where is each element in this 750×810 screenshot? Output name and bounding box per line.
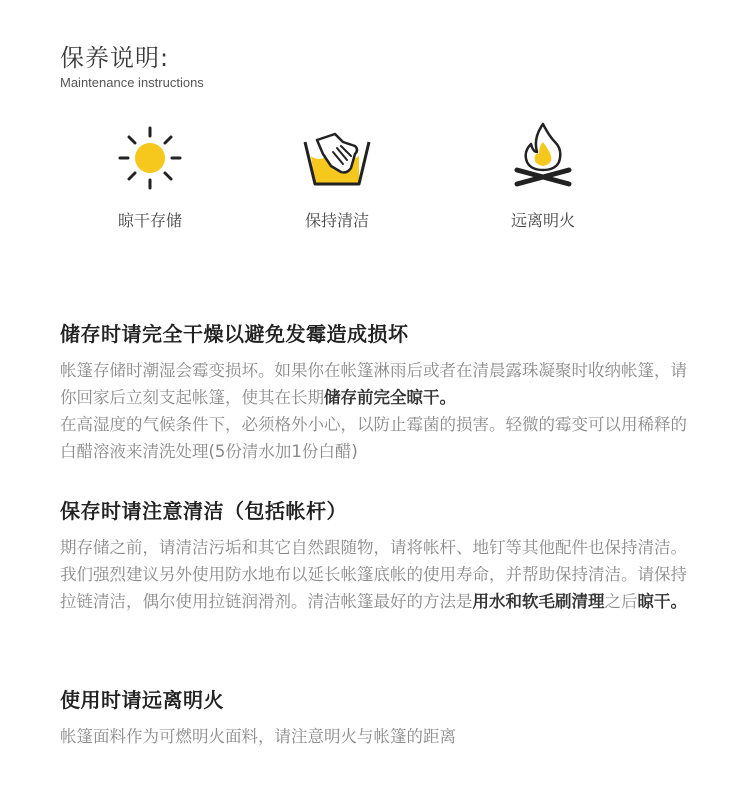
section-keep-clean	[60, 495, 700, 615]
fire-icon	[503, 120, 583, 190]
section-title: 储存时请完全干燥以避免发霉造成损坏	[60, 322, 409, 346]
body-text: 期存储之前，请清洁污垢和其它自然跟随物，请将帐杆、地钉等其他配件也保持清洁。我们强烈建议另外使用防水地布以延长帐篷底帐的使用寿命，并帮助保持清洁。请保持拉链清洁，偶尔使用拉链润滑剂。清洁帐篷最好的方法是	[60, 538, 687, 611]
icon-row	[0, 120, 750, 250]
icon-item-no-fire	[468, 120, 618, 231]
washing-icon	[297, 120, 377, 190]
section-body	[60, 723, 700, 750]
icon-label: 晾干存储	[117, 211, 182, 230]
page-title-en: Maintenance instructions	[60, 75, 204, 90]
section-body	[60, 357, 700, 465]
section-dry-storage	[60, 318, 700, 465]
section-body	[60, 534, 700, 615]
body-emphasis: 储存前完全晾干。	[324, 388, 456, 407]
body-emphasis: 晾干。	[637, 592, 687, 611]
section-title: 保存时请注意清洁（包括帐杆）	[60, 499, 347, 523]
page-title-cn: 保养说明:	[60, 44, 170, 72]
icon-label: 保持清洁	[304, 211, 369, 230]
icon-item-keep-clean	[262, 120, 412, 231]
body-text: 帐篷面料作为可燃明火面料，请注意明火与帐篷的距离	[60, 727, 456, 746]
section-no-fire	[60, 684, 700, 750]
icon-item-dry-storage	[75, 120, 225, 231]
body-text: 在高湿度的气候条件下，必须格外小心，以防止霉菌的损害。轻微的霉变可以用稀释的白醋溶液来清洗处理(5份清水加1份白醋)	[60, 415, 687, 461]
sun-icon	[110, 120, 190, 190]
section-title: 使用时请远离明火	[60, 688, 224, 712]
body-text: 帐篷存储时潮湿会霉变损坏。如果你在帐篷淋雨后或者在清晨露珠凝聚时收纳帐篷，请你回家后立刻支起帐篷，使其在长期	[60, 361, 687, 407]
body-text: 之后	[604, 592, 638, 611]
icon-label: 远离明火	[510, 211, 575, 230]
body-emphasis: 用水和软毛刷清理	[472, 592, 605, 611]
